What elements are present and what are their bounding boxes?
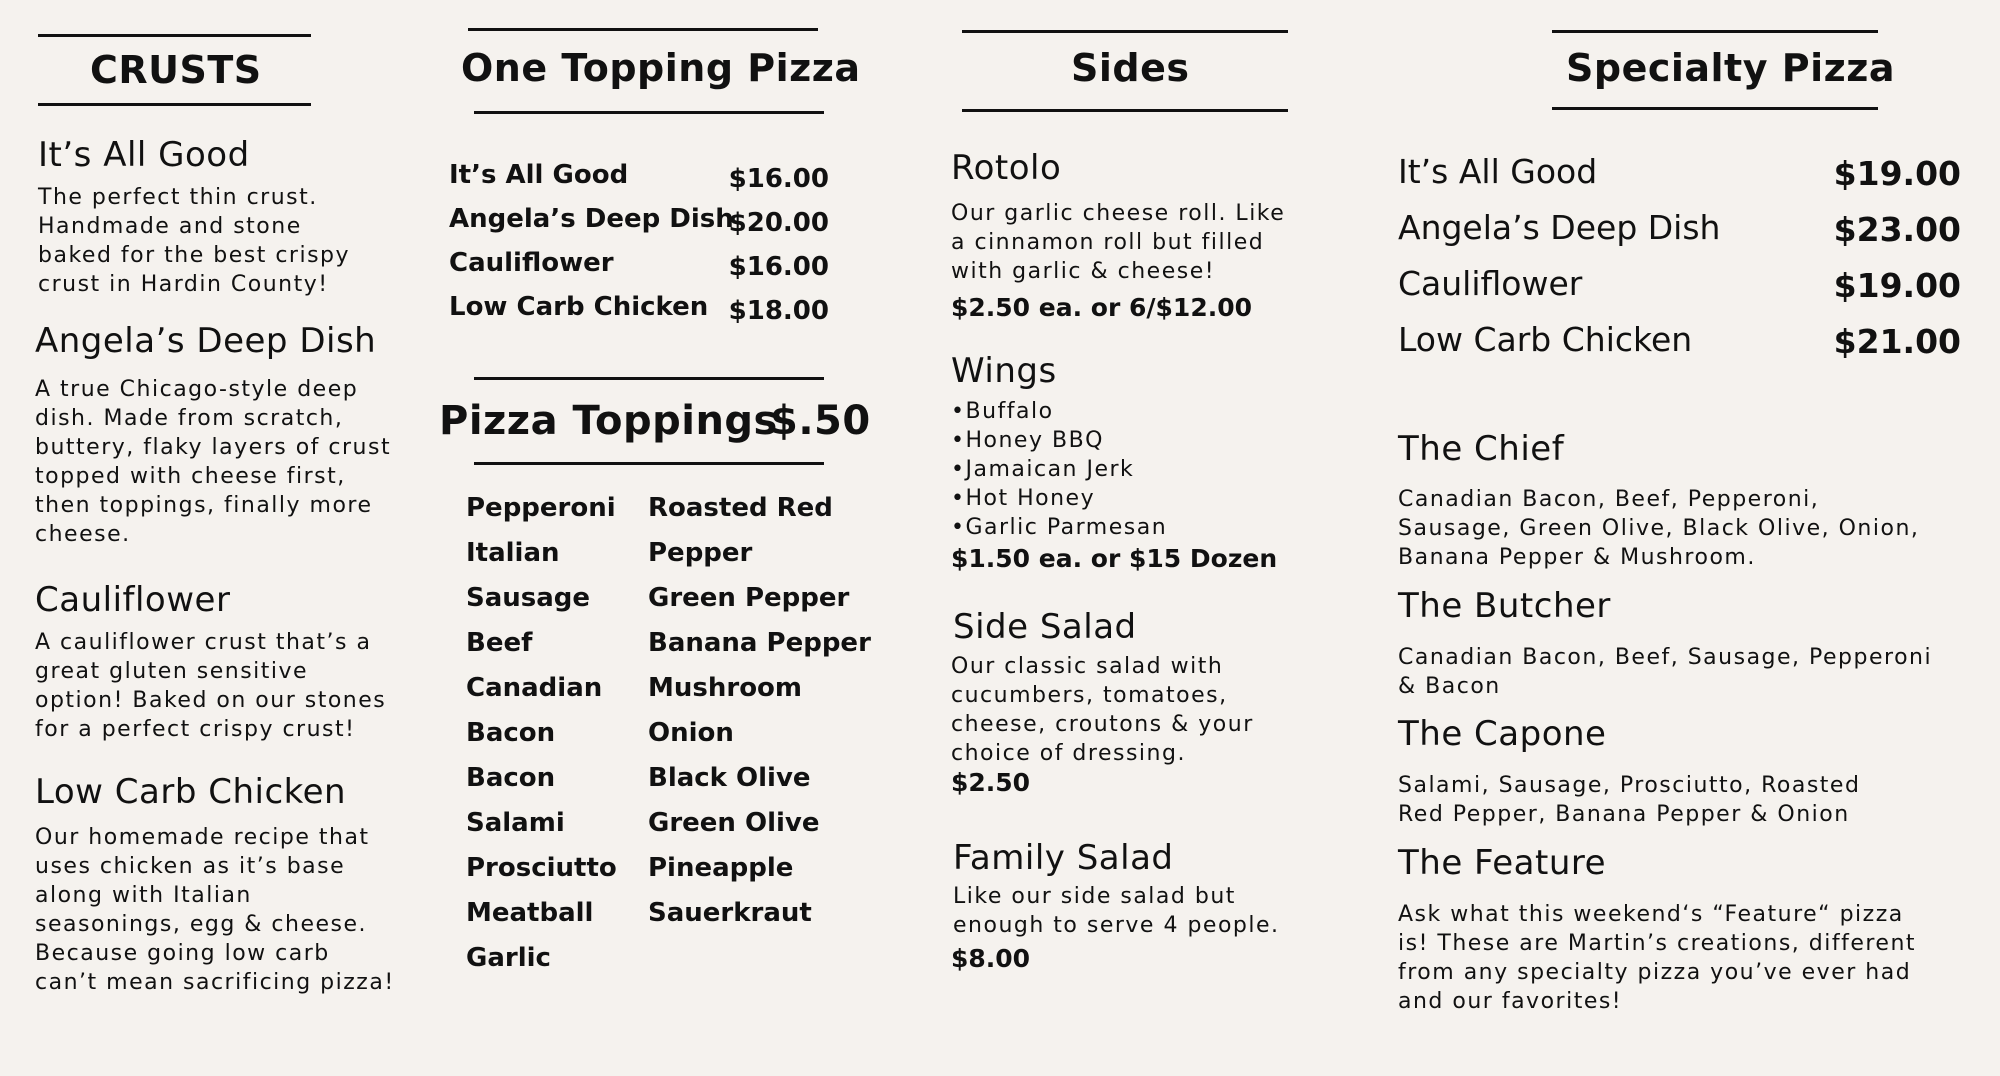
specialty-desc-butcher: Canadian Bacon, Beef, Sausage, Pepperoni & Bacon — [1398, 645, 1933, 699]
topping-item: Bacon — [466, 718, 556, 748]
side-price-family-salad: $8.00 — [951, 944, 1031, 973]
one-topping-price: $16.00 — [728, 252, 829, 282]
crust-name-cauliflower: Cauliflower — [35, 580, 231, 620]
specialty-desc-feature: Ask what this weekend‘s “Feature“ pizza is! These are Martin’s creations, different from any specialty pizza you’ve ever had and our favorites! — [1398, 902, 1917, 1014]
side-desc-rotolo: Our garlic cheese roll. Like a cinnamon roll but filled with garlic & cheese! — [951, 201, 1286, 284]
wings-flavor: •Garlic Parmesan — [951, 515, 1168, 540]
specialty-rule-bottom — [1552, 107, 1878, 110]
sides-rule-top — [962, 30, 1288, 33]
crust-desc-deep-dish: A true Chicago-style deep dish. Made from scratch, buttery, flaky layers of crust topped with cheese first, then toppings, finally more cheese. — [35, 377, 392, 547]
wings-flavor: •Jamaican Jerk — [951, 457, 1135, 482]
wings-flavor-list — [951, 397, 1167, 542]
topping-item: Pepperoni — [466, 493, 616, 523]
side-price-side-salad: $2.50 — [951, 768, 1031, 797]
toppings-price: $.50 — [770, 398, 871, 444]
side-name-side-salad: Side Salad — [953, 607, 1137, 647]
side-desc-side-salad: Our classic salad with cucumbers, tomatoes, cheese, croutons & your choice of dressing. — [951, 654, 1254, 766]
one-topping-rule-bottom — [474, 111, 824, 114]
specialty-price-value: $19.00 — [1833, 154, 1961, 193]
topping-item: Green Olive — [648, 808, 820, 838]
one-topping-name: It’s All Good — [449, 160, 629, 190]
topping-item: Canadian — [466, 673, 603, 703]
specialty-price-value: $19.00 — [1833, 266, 1961, 305]
crust-name-its-all-good: It’s All Good — [38, 135, 250, 175]
toppings-title: Pizza Toppings — [439, 398, 778, 444]
topping-item: Sauerkraut — [648, 898, 812, 928]
topping-item: Italian — [466, 538, 560, 568]
specialty-name-capone: The Capone — [1398, 714, 1607, 754]
toppings-rule-bottom — [474, 462, 824, 465]
one-topping-row — [449, 160, 829, 194]
toppings-rule-top — [474, 377, 824, 380]
one-topping-price: $16.00 — [728, 164, 829, 194]
crust-name-deep-dish: Angela’s Deep Dish — [35, 321, 377, 361]
topping-item: Sausage — [466, 583, 591, 613]
specialty-price-value: $21.00 — [1833, 322, 1961, 361]
topping-item: Green Pepper — [648, 583, 850, 613]
side-price-rotolo: $2.50 ea. or 6/$12.00 — [951, 293, 1253, 322]
topping-item: Banana Pepper — [648, 628, 871, 658]
topping-item: Prosciutto — [466, 853, 617, 883]
topping-item: Pepper — [648, 538, 753, 568]
specialty-price-row — [1398, 320, 1961, 359]
sides-title: Sides — [1071, 46, 1190, 90]
topping-item: Roasted Red — [648, 493, 833, 523]
wings-flavor: •Honey BBQ — [951, 428, 1104, 453]
side-price-wings: $1.50 ea. or $15 Dozen — [951, 544, 1278, 573]
crusts-rule-bottom — [38, 103, 311, 106]
topping-item: Garlic — [466, 943, 551, 973]
topping-item: Mushroom — [648, 673, 803, 703]
side-desc-family-salad: Like our side salad but enough to serve 4 people. — [953, 884, 1280, 938]
topping-item: Salami — [466, 808, 565, 838]
specialty-price-row — [1398, 152, 1961, 191]
specialty-name-chief: The Chief — [1398, 429, 1565, 469]
one-topping-row — [449, 248, 829, 282]
topping-item: Pineapple — [648, 853, 794, 883]
specialty-rule-top — [1552, 30, 1878, 33]
specialty-price-value: $23.00 — [1833, 210, 1961, 249]
side-name-family-salad: Family Salad — [953, 838, 1174, 878]
one-topping-name: Angela’s Deep Dish — [449, 204, 734, 234]
crust-desc-cauliflower: A cauliflower crust that’s a great gluten sensitive option! Baked on our stones for a perfect crispy crust! — [35, 630, 387, 742]
one-topping-name: Low Carb Chicken — [449, 292, 709, 322]
one-topping-row — [449, 204, 829, 238]
one-topping-price: $18.00 — [728, 296, 829, 326]
topping-item: Meatball — [466, 898, 594, 928]
topping-item: Bacon — [466, 763, 556, 793]
toppings-list-left — [466, 486, 617, 981]
specialty-price-row — [1398, 264, 1961, 303]
crusts-title: CRUSTS — [90, 48, 262, 92]
wings-flavor: •Buffalo — [951, 399, 1054, 424]
specialty-price-name: It’s All Good — [1398, 152, 1598, 191]
specialty-price-row — [1398, 208, 1961, 247]
crust-desc-low-carb: Our homemade recipe that uses chicken as it’s base along with Italian seasonings, egg & cheese. Because going low carb can’t mean sacrificing pizza! — [35, 825, 395, 995]
one-topping-rule-top — [468, 28, 818, 31]
topping-item: Onion — [648, 718, 734, 748]
crusts-rule-top — [38, 34, 311, 37]
one-topping-price: $20.00 — [728, 208, 829, 238]
specialty-price-name: Cauliflower — [1398, 264, 1583, 303]
one-topping-row — [449, 292, 829, 326]
one-topping-name: Cauliflower — [449, 248, 614, 278]
crust-name-low-carb: Low Carb Chicken — [35, 772, 347, 812]
specialty-name-feature: The Feature — [1398, 843, 1607, 883]
specialty-name-butcher: The Butcher — [1398, 586, 1611, 626]
specialty-price-name: Angela’s Deep Dish — [1398, 208, 1721, 247]
side-name-rotolo: Rotolo — [951, 148, 1062, 188]
side-name-wings: Wings — [951, 351, 1057, 391]
specialty-desc-capone: Salami, Sausage, Prosciutto, Roasted Red Pepper, Banana Pepper & Onion — [1398, 773, 1861, 827]
specialty-title: Specialty Pizza — [1566, 46, 1895, 90]
toppings-list-right — [648, 486, 871, 936]
sides-rule-bottom — [962, 109, 1288, 112]
wings-flavor: •Hot Honey — [951, 486, 1096, 511]
specialty-desc-chief: Canadian Bacon, Beef, Pepperoni, Sausage, Green Olive, Black Olive, Onion, Banana Pepper & Mushroom. — [1398, 487, 1920, 570]
one-topping-title: One Topping Pizza — [461, 46, 861, 90]
topping-item: Beef — [466, 628, 533, 658]
specialty-price-name: Low Carb Chicken — [1398, 320, 1693, 359]
topping-item: Black Olive — [648, 763, 811, 793]
crust-desc-its-all-good: The perfect thin crust. Handmade and stone baked for the best crispy crust in Hardin County! — [38, 185, 351, 297]
